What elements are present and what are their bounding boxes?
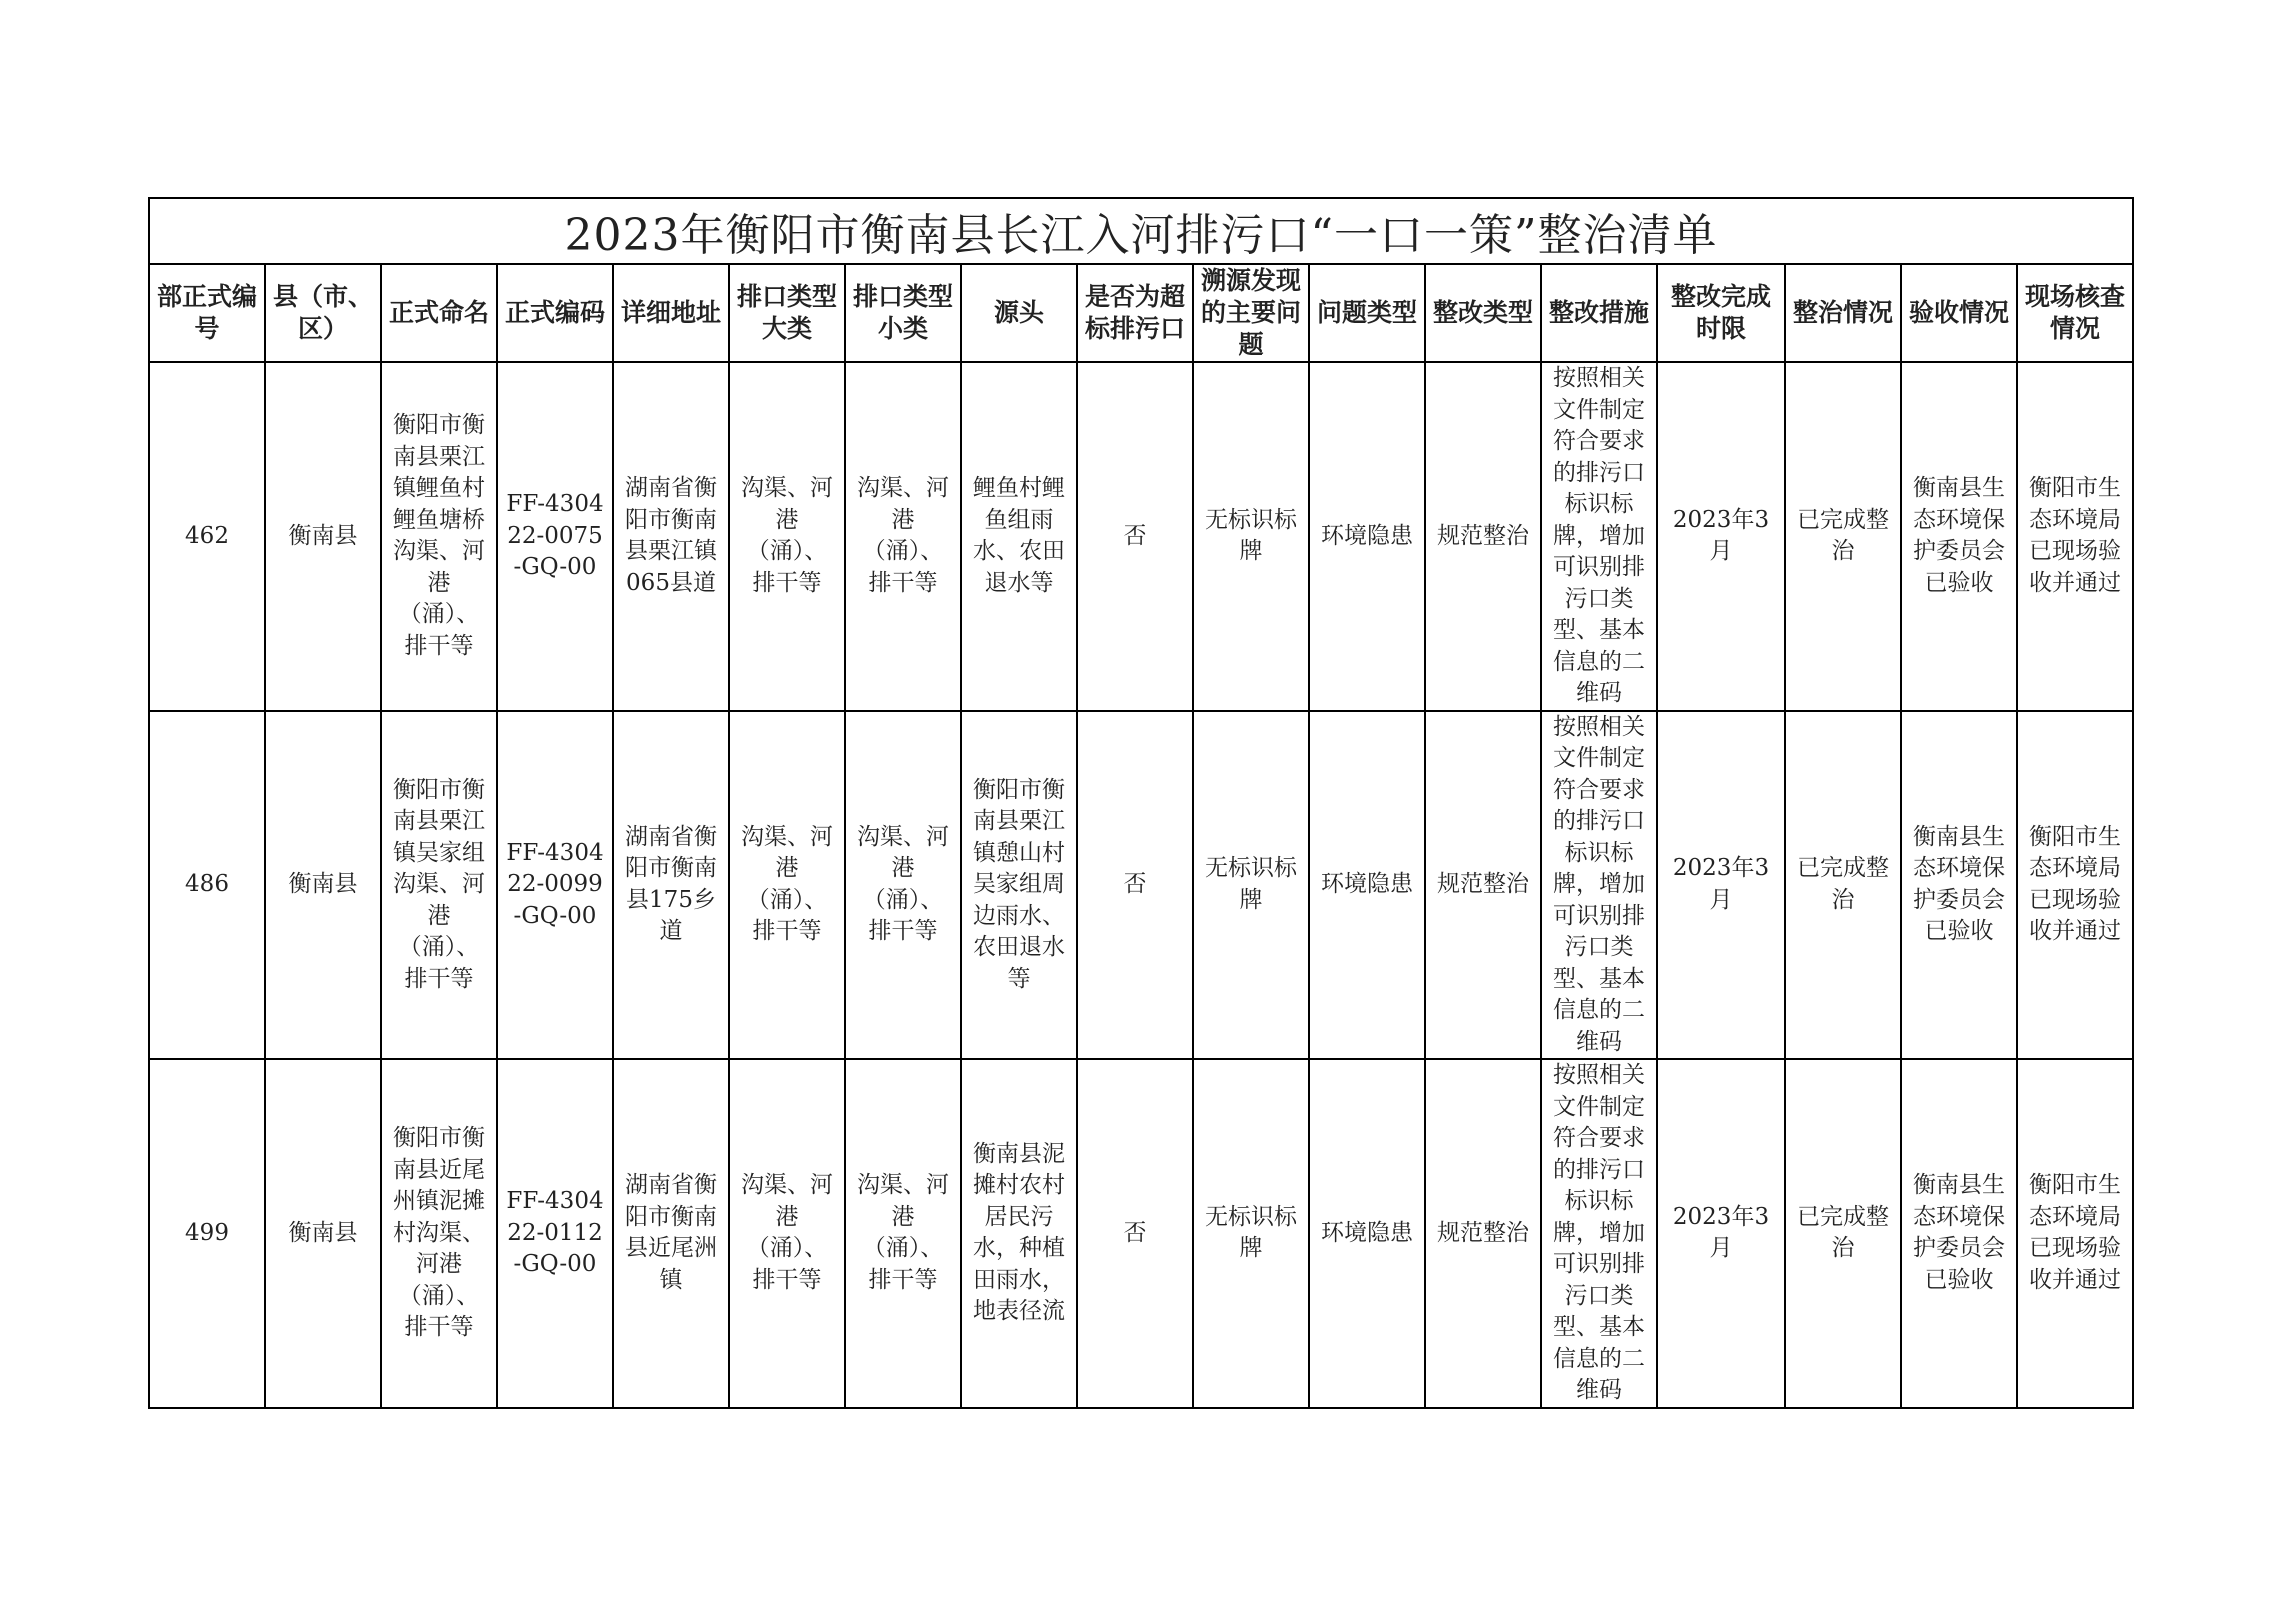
cell-main-problem: 无标识标牌 [1193, 711, 1309, 1060]
cell-id: 462 [149, 362, 265, 711]
cell-deadline: 2023年3月 [1657, 1059, 1785, 1408]
cell-deadline: 2023年3月 [1657, 362, 1785, 711]
cell-rectify-type: 规范整治 [1425, 362, 1541, 711]
cell-name: 衡阳市衡南县近尾州镇泥摊村沟渠、河港（涌）、排干等 [381, 1059, 497, 1408]
cell-deadline: 2023年3月 [1657, 711, 1785, 1060]
cell-over-standard: 否 [1077, 711, 1193, 1060]
cell-problem-type: 环境隐患 [1309, 711, 1425, 1060]
cell-main-problem: 无标识标牌 [1193, 1059, 1309, 1408]
cell-rectify-type: 规范整治 [1425, 711, 1541, 1060]
cell-county: 衡南县 [265, 362, 381, 711]
cell-over-standard: 否 [1077, 362, 1193, 711]
cell-problem-type: 环境隐患 [1309, 1059, 1425, 1408]
header-row [149, 264, 2133, 362]
cell-measures: 按照相关文件制定符合要求的排污口标识标牌，增加可识别排污口类型、基本信息的二维码 [1541, 1059, 1657, 1408]
cell-acceptance: 衡南县生态环境保护委员会已验收 [1901, 1059, 2017, 1408]
cell-code: FF-430422-0112-GQ-00 [497, 1059, 613, 1408]
cell-major-type: 沟渠、河港（涌）、排干等 [729, 711, 845, 1060]
cell-inspection: 衡阳市生态环境局已现场验收并通过 [2017, 1059, 2133, 1408]
col-header-name: 正式命名 [381, 264, 497, 362]
col-header-code: 正式编码 [497, 264, 613, 362]
cell-source: 鲤鱼村鲤鱼组雨水、农田退水等 [961, 362, 1077, 711]
cell-acceptance: 衡南县生态环境保护委员会已验收 [1901, 362, 2017, 711]
cell-name: 衡阳市衡南县栗江镇鲤鱼村鲤鱼塘桥沟渠、河港（涌）、排干等 [381, 362, 497, 711]
cell-minor-type: 沟渠、河港（涌）、排干等 [845, 711, 961, 1060]
cell-acceptance: 衡南县生态环境保护委员会已验收 [1901, 711, 2017, 1060]
table-row [149, 1059, 2133, 1408]
cell-rectify-type: 规范整治 [1425, 1059, 1541, 1408]
col-header-source: 源头 [961, 264, 1077, 362]
cell-code: FF-430422-0075-GQ-00 [497, 362, 613, 711]
col-header-id: 部正式编号 [149, 264, 265, 362]
col-header-rectify-type: 整改类型 [1425, 264, 1541, 362]
cell-county: 衡南县 [265, 711, 381, 1060]
cell-inspection: 衡阳市生态环境局已现场验收并通过 [2017, 711, 2133, 1060]
cell-address: 湖南省衡阳市衡南县近尾洲镇 [613, 1059, 729, 1408]
col-header-main-problem: 溯源发现的主要问题 [1193, 264, 1309, 362]
cell-id: 486 [149, 711, 265, 1060]
cell-measures: 按照相关文件制定符合要求的排污口标识标牌，增加可识别排污口类型、基本信息的二维码 [1541, 711, 1657, 1060]
col-header-county: 县（市、区） [265, 264, 381, 362]
cell-minor-type: 沟渠、河港（涌）、排干等 [845, 1059, 961, 1408]
cell-major-type: 沟渠、河港（涌）、排干等 [729, 362, 845, 711]
cell-address: 湖南省衡阳市衡南县175乡道 [613, 711, 729, 1060]
cell-source: 衡阳市衡南县栗江镇憩山村吴家组周边雨水、农田退水等 [961, 711, 1077, 1060]
col-header-status: 整治情况 [1785, 264, 1901, 362]
cell-county: 衡南县 [265, 1059, 381, 1408]
col-header-address: 详细地址 [613, 264, 729, 362]
col-header-inspection: 现场核查情况 [2017, 264, 2133, 362]
cell-status: 已完成整治 [1785, 1059, 1901, 1408]
col-header-acceptance: 验收情况 [1901, 264, 2017, 362]
cell-id: 499 [149, 1059, 265, 1408]
cell-over-standard: 否 [1077, 1059, 1193, 1408]
cell-address: 湖南省衡阳市衡南县栗江镇065县道 [613, 362, 729, 711]
cell-problem-type: 环境隐患 [1309, 362, 1425, 711]
table-row [149, 711, 2133, 1060]
document-title: 2023年衡阳市衡南县长江入河排污口“一口一策”整治清单 [149, 198, 2133, 264]
remediation-table [148, 197, 2134, 1409]
col-header-measures: 整改措施 [1541, 264, 1657, 362]
cell-name: 衡阳市衡南县栗江镇吴家组沟渠、河港（涌）、排干等 [381, 711, 497, 1060]
cell-inspection: 衡阳市生态环境局已现场验收并通过 [2017, 362, 2133, 711]
col-header-major-type: 排口类型大类 [729, 264, 845, 362]
cell-measures: 按照相关文件制定符合要求的排污口标识标牌，增加可识别排污口类型、基本信息的二维码 [1541, 362, 1657, 711]
col-header-problem-type: 问题类型 [1309, 264, 1425, 362]
cell-status: 已完成整治 [1785, 711, 1901, 1060]
col-header-deadline: 整改完成时限 [1657, 264, 1785, 362]
col-header-over-standard: 是否为超标排污口 [1077, 264, 1193, 362]
cell-major-type: 沟渠、河港（涌）、排干等 [729, 1059, 845, 1408]
cell-main-problem: 无标识标牌 [1193, 362, 1309, 711]
cell-status: 已完成整治 [1785, 362, 1901, 711]
col-header-minor-type: 排口类型小类 [845, 264, 961, 362]
table-row [149, 362, 2133, 711]
cell-source: 衡南县泥摊村农村居民污水，种植田雨水，地表径流 [961, 1059, 1077, 1408]
cell-minor-type: 沟渠、河港（涌）、排干等 [845, 362, 961, 711]
cell-code: FF-430422-0099-GQ-00 [497, 711, 613, 1060]
